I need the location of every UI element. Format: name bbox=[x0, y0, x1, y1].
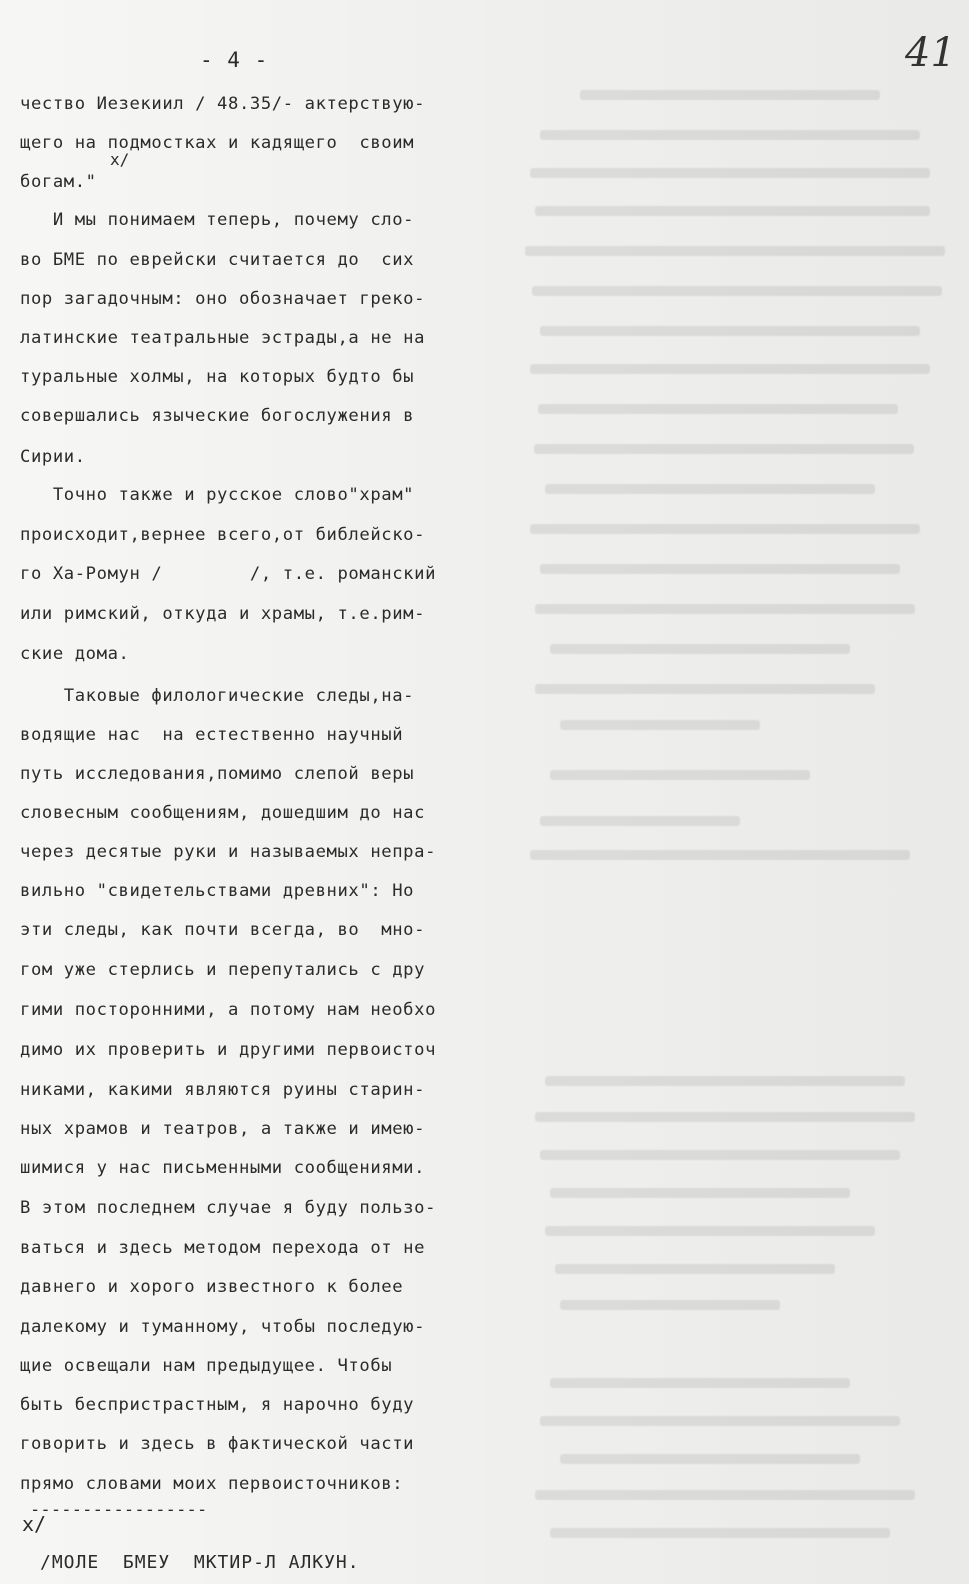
body-line: или римский, откуда и храмы, т.е.рим- bbox=[20, 604, 426, 624]
body-line: никами, какими являются руины старин- bbox=[20, 1080, 426, 1100]
body-line: туральные холмы, на которых будто бы bbox=[20, 367, 415, 387]
body-line: димо их проверить и другими первоисточ bbox=[20, 1040, 437, 1060]
body-line: давнего и хорого известного к более bbox=[20, 1277, 404, 1297]
body-line: путь исследования,помимо слепой веры bbox=[20, 764, 415, 784]
page-number: - 4 - bbox=[200, 48, 269, 72]
body-line: прямо словами моих первоисточников: bbox=[20, 1474, 404, 1494]
body-line: щие освещали нам предыдущее. Чтобы bbox=[20, 1356, 393, 1376]
body-line: водящие нас на естественно научный bbox=[20, 725, 404, 745]
body-line: через десятые руки и называемых непра- bbox=[20, 842, 437, 862]
body-line: шимися у нас письменными сообщениями. bbox=[20, 1158, 426, 1178]
body-line: Таковые филологические следы,на- bbox=[20, 686, 415, 706]
body-line: во БМЕ по еврейски считается до сих bbox=[20, 250, 415, 270]
body-line: латинские театральные эстрады,а не на bbox=[20, 328, 426, 348]
body-line: Точно также и русское слово"храм" bbox=[20, 485, 415, 505]
body-line: далекому и туманному, чтобы последую- bbox=[20, 1317, 426, 1337]
body-line: гими посторонними, а потому нам необхо bbox=[20, 1000, 437, 1020]
body-line: словесным сообщениям, дошедшим до нас bbox=[20, 803, 426, 823]
body-line: ных храмов и театров, а также и имею- bbox=[20, 1119, 426, 1139]
footnote-text: /МОЛЕ БМЕУ МКТИР-Л АЛКУН. bbox=[40, 1552, 360, 1573]
body-line: щего на подмостках и кадящего своим bbox=[20, 133, 415, 153]
footnote-divider: ----------------- bbox=[30, 1500, 208, 1520]
body-line: И мы понимаем теперь, почему сло- bbox=[20, 210, 415, 230]
body-line: ваться и здесь методом перехода от не bbox=[20, 1238, 426, 1258]
body-line: богам." bbox=[20, 172, 97, 192]
body-line: го Ха-Ромун / /, т.е. романский bbox=[20, 564, 437, 584]
body-line: В этом последнем случае я буду пользо- bbox=[20, 1198, 437, 1218]
body-line: гом уже стерлись и перепутались с дру bbox=[20, 960, 426, 980]
body-line: вильно "свидетельствами древних": Но bbox=[20, 881, 415, 901]
body-line: говорить и здесь в фактической части bbox=[20, 1434, 415, 1454]
footnote-reference: x/ bbox=[110, 150, 130, 169]
footnote-marker: x/ bbox=[22, 1512, 47, 1536]
body-line: эти следы, как почти всегда, во мно- bbox=[20, 920, 426, 940]
bleed-through-text bbox=[520, 60, 960, 1560]
body-line: совершались языческие богослужения в bbox=[20, 406, 415, 426]
body-line: Сирии. bbox=[20, 447, 86, 467]
handwritten-page-mark: 41 bbox=[905, 30, 956, 76]
body-line: ские дома. bbox=[20, 644, 130, 664]
body-line: быть беспристрастным, я нарочно буду bbox=[20, 1395, 415, 1415]
body-line: происходит,вернее всего,от библейско- bbox=[20, 525, 426, 545]
body-line: чество Иезекиил / 48.35/- актерствую- bbox=[20, 94, 426, 114]
body-line: пор загадочным: оно обозначает греко- bbox=[20, 289, 426, 309]
